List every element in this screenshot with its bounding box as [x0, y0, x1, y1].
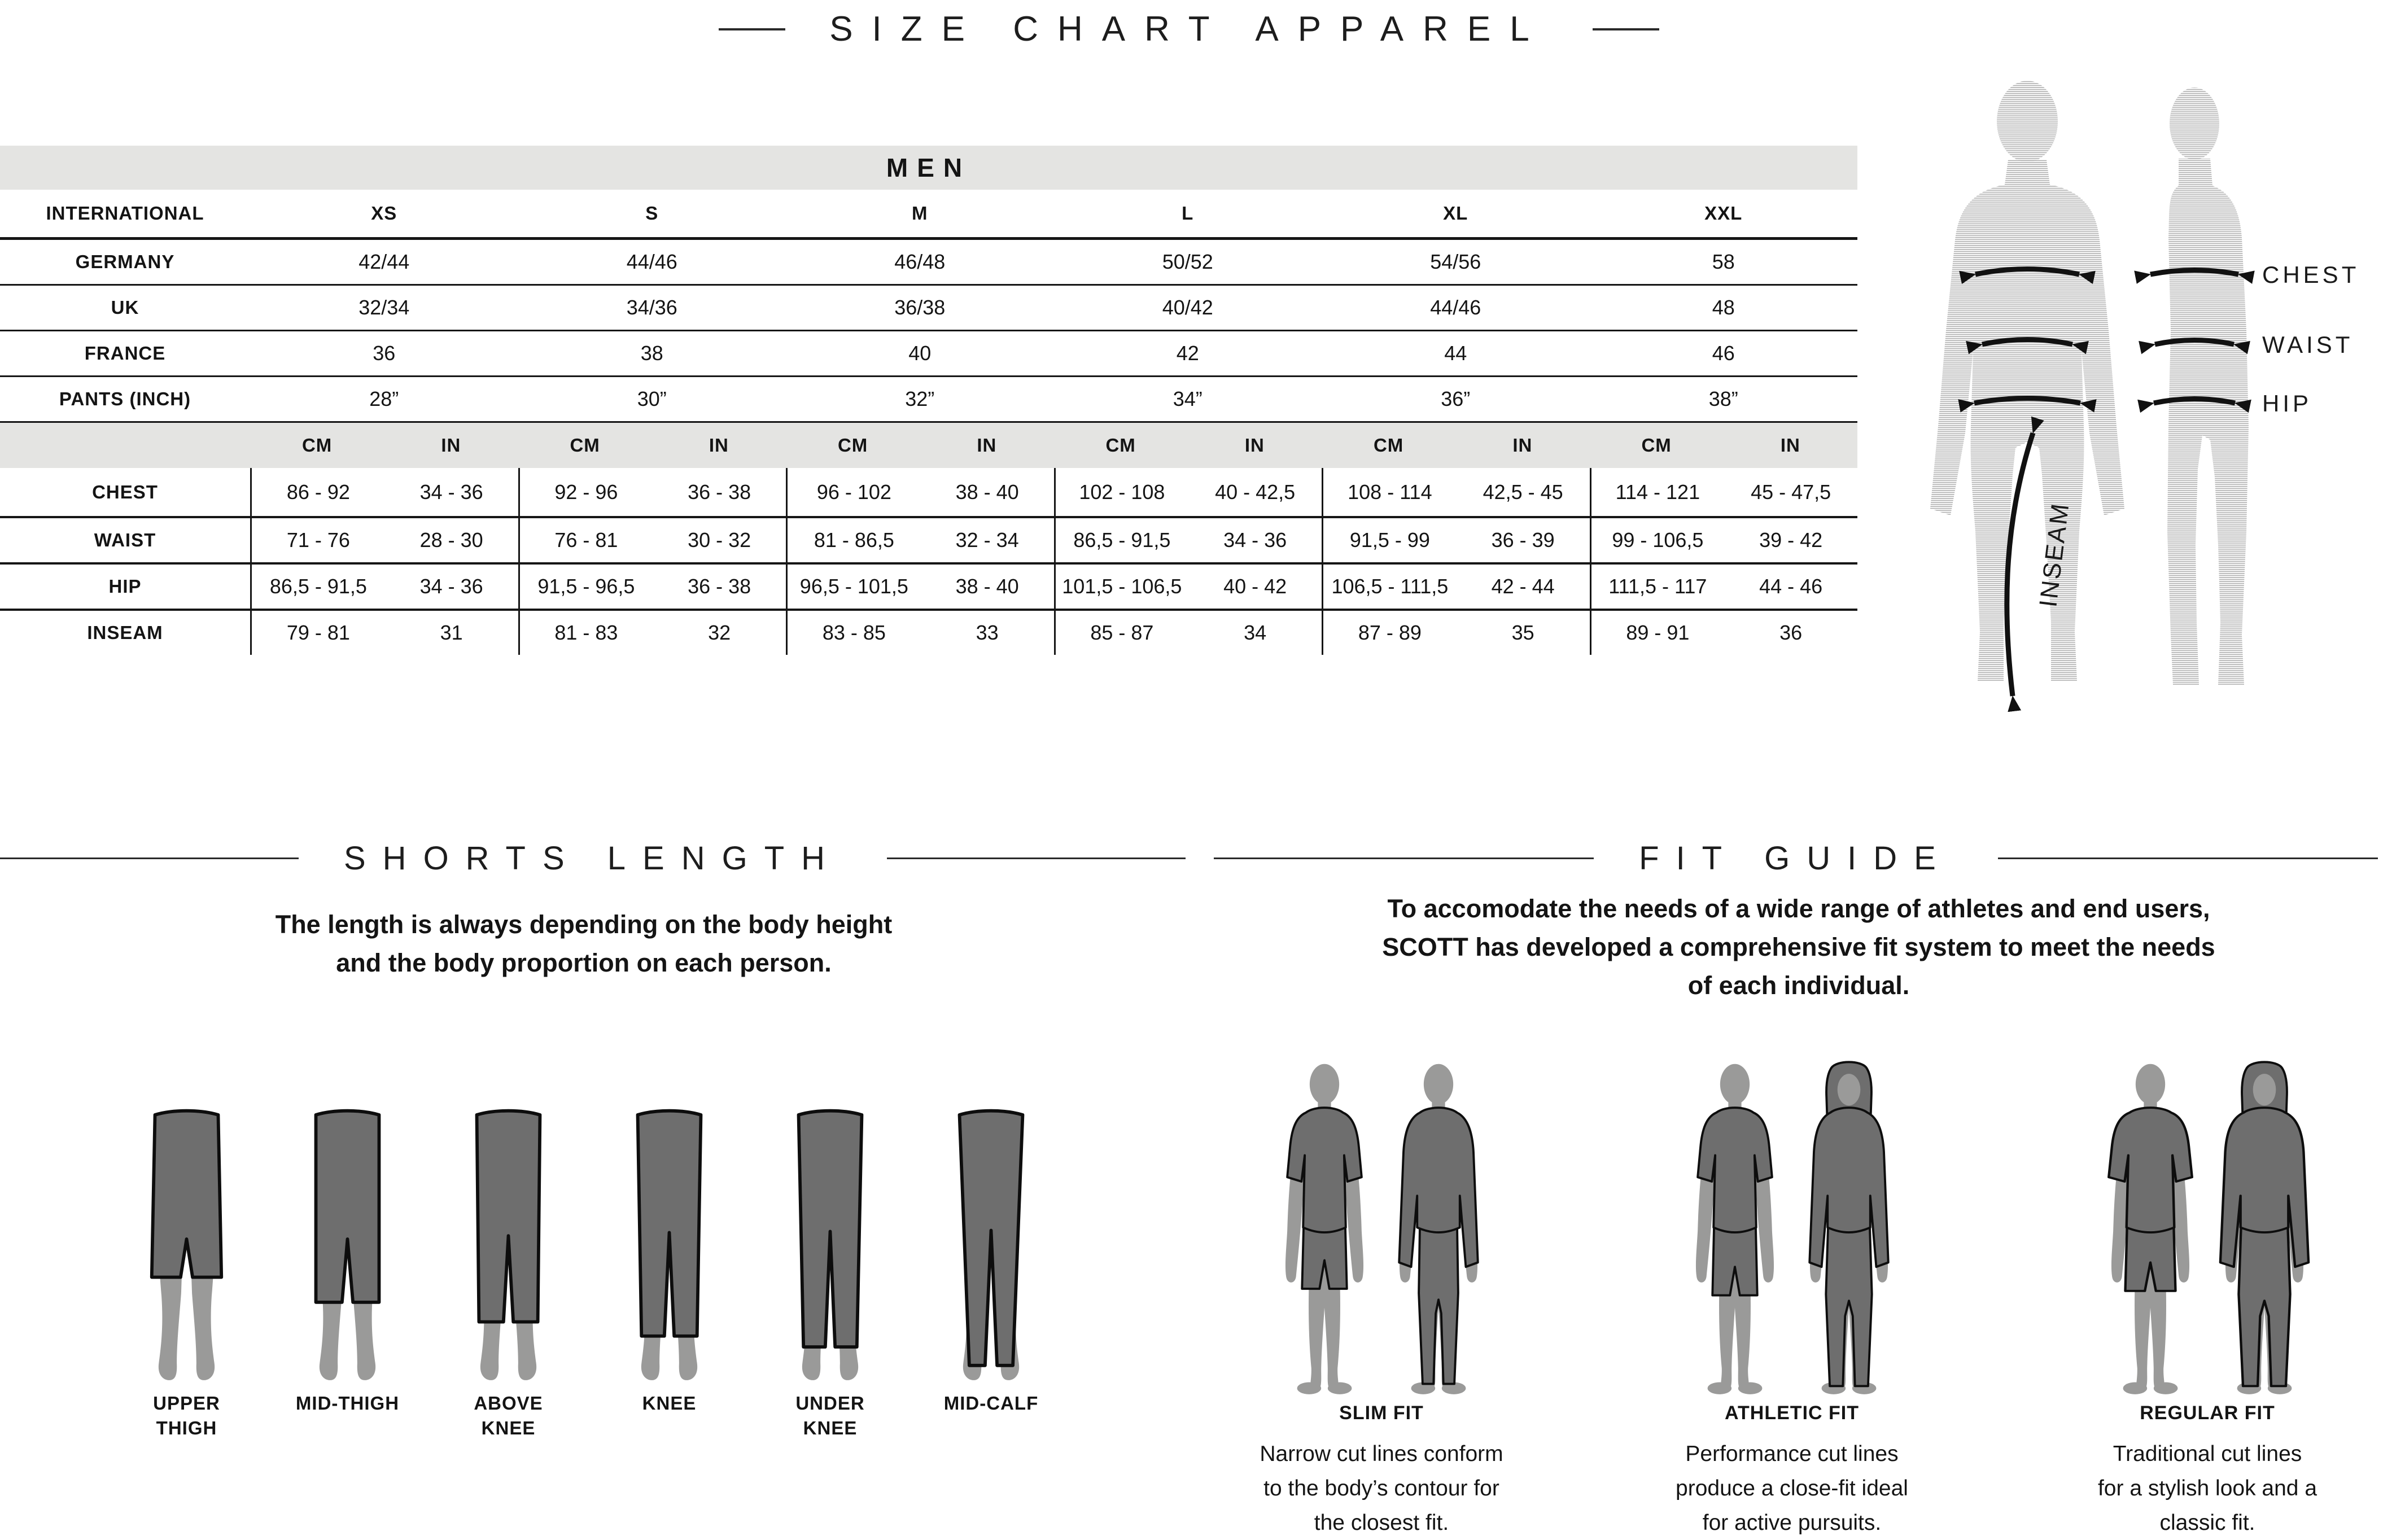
- in-value: 33: [976, 621, 999, 644]
- table-row-waist: [0, 518, 1857, 565]
- unit-row-spacer: [0, 423, 250, 468]
- measure-pair: [786, 468, 1054, 516]
- fit-section-divider: [1214, 839, 2378, 877]
- title-left-rule: [719, 28, 785, 30]
- cm-value: 96,5 - 101,5: [799, 575, 908, 598]
- table-gender-header: MEN: [0, 146, 1857, 190]
- measure-pair: [1322, 518, 1590, 562]
- measure-pair: [1590, 518, 1858, 562]
- front-body-silhouette: [1930, 81, 2124, 681]
- shorts-label-line: ABOVE: [474, 1393, 543, 1414]
- fit-left-rule: [1214, 858, 1594, 859]
- measure-pair: [1590, 565, 1858, 609]
- unit-in-label: IN: [441, 435, 461, 456]
- unit-pair: [518, 423, 786, 468]
- shorts-figure-4: [776, 1059, 885, 1389]
- cm-value: 91,5 - 96,5: [537, 575, 635, 598]
- shorts-label-line: THIGH: [156, 1418, 217, 1438]
- fit-figure-1-1: [1799, 1059, 1899, 1412]
- shorts-label-line: UPPER: [153, 1393, 220, 1414]
- size-value: XS: [371, 203, 397, 224]
- shorts-left-rule: [0, 858, 299, 859]
- inseam-label: INSEAM: [2034, 500, 2075, 609]
- table-row-hip: [0, 565, 1857, 611]
- fit-group-1: [1685, 1059, 1899, 1412]
- table-row-international: [0, 190, 1857, 240]
- in-value: 34: [1244, 621, 1267, 644]
- size-value: 50/52: [1162, 250, 1213, 273]
- table-row-chest: [0, 468, 1857, 518]
- fit-description-line: Performance cut lines: [1685, 1442, 1899, 1466]
- row-label: CHEST: [92, 481, 158, 502]
- size-value: 36/38: [894, 296, 946, 319]
- shorts-label-line: MID-CALF: [943, 1393, 1039, 1414]
- fit-caption-0: [1184, 1402, 1579, 1540]
- in-value: 30 - 32: [688, 528, 751, 552]
- row-label: INTERNATIONAL: [46, 203, 204, 224]
- unit-in-label: IN: [1512, 435, 1533, 456]
- size-value: L: [1182, 203, 1194, 224]
- row-label: INSEAM: [87, 622, 163, 643]
- in-value: 40 - 42,5: [1215, 480, 1296, 504]
- fit-figure-2-1: [2215, 1059, 2314, 1412]
- size-value: 38”: [1708, 387, 1738, 410]
- cm-value: 76 - 81: [554, 528, 618, 552]
- shorts-desc-line: and the body proportion on each person.: [336, 948, 832, 977]
- in-value: 32: [708, 621, 731, 644]
- cm-value: 83 - 85: [822, 621, 886, 644]
- size-value: XL: [1443, 203, 1468, 224]
- unit-cm-label: CM: [1373, 435, 1404, 456]
- size-value: S: [645, 203, 659, 224]
- cm-value: 99 - 106,5: [1612, 528, 1704, 552]
- unit-cm-label: CM: [301, 435, 333, 456]
- fit-description-line: the closest fit.: [1314, 1511, 1449, 1535]
- unit-in-label: IN: [1244, 435, 1265, 456]
- size-value: 54/56: [1430, 250, 1481, 273]
- shorts-illustrations: [132, 1059, 1046, 1389]
- in-value: 34 - 36: [1223, 528, 1287, 552]
- waist-label: WAIST: [2262, 331, 2354, 358]
- shorts-type-label-2: [454, 1391, 563, 1441]
- in-value: 44 - 46: [1759, 575, 1823, 598]
- cm-value: 71 - 76: [286, 528, 350, 552]
- shorts-label-line: KNEE: [481, 1418, 536, 1438]
- measure-pair: [1054, 611, 1322, 655]
- measure-pair: [1054, 565, 1322, 609]
- unit-in-label: IN: [1780, 435, 1800, 456]
- shorts-label-line: KNEE: [803, 1418, 858, 1438]
- size-value: 28”: [369, 387, 399, 410]
- size-value: 32”: [905, 387, 935, 410]
- unit-pair: [786, 423, 1054, 468]
- size-value: 44: [1444, 342, 1467, 365]
- cm-value: 89 - 91: [1626, 621, 1690, 644]
- measure-pair: [250, 611, 518, 655]
- measure-pair: [1322, 565, 1590, 609]
- shorts-desc-line: The length is always depending on the body height: [275, 910, 893, 939]
- unit-header-row: [0, 423, 1857, 468]
- in-value: 31: [440, 621, 463, 644]
- fit-caption-2: [2010, 1402, 2405, 1540]
- fit-description-line: produce a close-fit ideal: [1676, 1476, 1908, 1500]
- body-measure-diagram: [1917, 65, 2368, 723]
- fit-figure-2-0: [2101, 1059, 2200, 1412]
- in-value: 35: [1511, 621, 1534, 644]
- in-value: 42,5 - 45: [1483, 480, 1563, 504]
- shorts-section-divider: [0, 839, 1186, 877]
- shorts-type-label-1: [293, 1391, 402, 1441]
- fit-name: ATHLETIC FIT: [1725, 1402, 1859, 1424]
- cm-value: 108 - 114: [1348, 480, 1432, 504]
- row-label: PANTS (INCH): [59, 388, 191, 409]
- unit-in-label: IN: [709, 435, 729, 456]
- size-value: 46/48: [894, 250, 946, 273]
- shorts-figure-0: [132, 1059, 241, 1389]
- in-value: 36 - 38: [688, 480, 751, 504]
- measure-pair: [786, 611, 1054, 655]
- fit-desc-line: SCOTT has developed a comprehensive fit system to meet the needs: [1382, 933, 2215, 961]
- in-value: 45 - 47,5: [1751, 480, 1831, 504]
- unit-cm-label: CM: [570, 435, 600, 456]
- unit-cm-label: CM: [837, 435, 868, 456]
- size-value: 30”: [637, 387, 667, 410]
- shorts-figure-2: [454, 1059, 563, 1389]
- cm-value: 101,5 - 106,5: [1062, 575, 1182, 598]
- unit-pair: [250, 423, 518, 468]
- shorts-section-title: SHORTS LENGTH: [344, 840, 842, 877]
- fit-section-title: FIT GUIDE: [1639, 840, 1953, 877]
- in-value: 28 - 30: [419, 528, 483, 552]
- measure-pair: [518, 518, 786, 562]
- in-value: 36 - 38: [688, 575, 751, 598]
- shorts-figure-5: [937, 1059, 1046, 1389]
- in-value: 36 - 39: [1491, 528, 1555, 552]
- shorts-type-label-0: [132, 1391, 241, 1441]
- size-value: 48: [1712, 296, 1735, 319]
- shorts-type-label-4: [776, 1391, 885, 1441]
- in-value: 38 - 40: [955, 480, 1019, 504]
- measure-pair: [250, 518, 518, 562]
- in-value: 32 - 34: [955, 528, 1019, 552]
- in-value: 42 - 44: [1491, 575, 1555, 598]
- size-value: 42/44: [358, 250, 410, 273]
- shorts-right-rule: [887, 858, 1186, 859]
- title-right-rule: [1593, 28, 1659, 30]
- fit-name: REGULAR FIT: [2140, 1402, 2275, 1424]
- size-value: 40: [908, 342, 932, 365]
- cm-value: 102 - 108: [1079, 480, 1165, 504]
- measure-pair: [1590, 611, 1858, 655]
- size-value: 46: [1712, 342, 1735, 365]
- size-value: 36: [373, 342, 396, 365]
- measure-pair: [250, 565, 518, 609]
- row-label: FRANCE: [84, 343, 166, 364]
- cm-value: 86,5 - 91,5: [1073, 528, 1171, 552]
- measure-pair: [1054, 518, 1322, 562]
- chest-label: CHEST: [2262, 261, 2360, 288]
- fit-description-line: for a stylish look and a: [2097, 1476, 2317, 1500]
- row-label: GERMANY: [75, 251, 175, 272]
- unit-pair: [1322, 423, 1590, 468]
- cm-value: 79 - 81: [286, 621, 350, 644]
- table-row-germany: [0, 240, 1857, 286]
- size-value: M: [912, 203, 928, 224]
- fit-desc-line: of each individual.: [1687, 971, 1910, 1000]
- fit-description-line: Narrow cut lines conform: [1260, 1442, 1503, 1466]
- unit-pair: [1590, 423, 1858, 468]
- fit-description-line: for active pursuits.: [1702, 1511, 1882, 1535]
- measure-pair: [786, 565, 1054, 609]
- cm-value: 86,5 - 91,5: [269, 575, 367, 598]
- shorts-figure-1: [293, 1059, 402, 1389]
- row-label: UK: [111, 297, 139, 318]
- table-row-pants-inch-: [0, 377, 1857, 423]
- size-value: 58: [1712, 250, 1735, 273]
- shorts-label-line: UNDER: [795, 1393, 865, 1414]
- cm-value: 91,5 - 99: [1349, 528, 1430, 552]
- fit-group-0: [1275, 1059, 1488, 1412]
- cm-value: 92 - 96: [554, 480, 618, 504]
- size-value: 38: [640, 342, 663, 365]
- shorts-type-labels: [132, 1391, 1046, 1441]
- size-value: 36”: [1441, 387, 1471, 410]
- size-value: 42: [1176, 342, 1199, 365]
- in-value: 39 - 42: [1759, 528, 1823, 552]
- size-value: 34”: [1173, 387, 1202, 410]
- fit-name: SLIM FIT: [1339, 1402, 1424, 1424]
- measure-pair: [518, 468, 786, 516]
- shorts-section-description: [76, 905, 1092, 982]
- cm-value: 87 - 89: [1358, 621, 1422, 644]
- unit-in-label: IN: [977, 435, 997, 456]
- fit-desc-line: To accomodate the needs of a wide range of athletes and end users,: [1387, 894, 2210, 923]
- size-value: 32/34: [358, 296, 410, 319]
- cm-value: 81 - 86,5: [814, 528, 894, 552]
- table-row-france: [0, 331, 1857, 377]
- fit-figure-0-0: [1275, 1059, 1374, 1412]
- unit-pair: [1054, 423, 1322, 468]
- measure-pair: [518, 565, 786, 609]
- measure-pair: [518, 611, 786, 655]
- side-body-silhouette: [2167, 88, 2249, 685]
- fit-section-description: [1291, 890, 2307, 1005]
- fit-figure-1-0: [1685, 1059, 1785, 1412]
- in-value: 34 - 36: [419, 480, 483, 504]
- size-value: 34/36: [626, 296, 677, 319]
- fit-description-line: Traditional cut lines: [2113, 1442, 2302, 1466]
- table-row-uk: [0, 286, 1857, 331]
- fit-caption-1: [1594, 1402, 1989, 1540]
- cm-value: 96 - 102: [816, 480, 891, 504]
- in-value: 40 - 42: [1223, 575, 1287, 598]
- shorts-label-line: KNEE: [642, 1393, 697, 1414]
- fit-figure-0-1: [1389, 1059, 1488, 1412]
- cm-value: 114 - 121: [1615, 480, 1700, 504]
- shorts-label-line: MID-THIGH: [295, 1393, 400, 1414]
- unit-cm-label: CM: [1105, 435, 1136, 456]
- shorts-type-label-3: [615, 1391, 724, 1441]
- fit-description-line: classic fit.: [2159, 1511, 2255, 1535]
- measure-pair: [1590, 468, 1858, 516]
- measure-pair: [1322, 611, 1590, 655]
- measure-pair: [250, 468, 518, 516]
- measure-pair: [1054, 468, 1322, 516]
- men-size-table: [0, 146, 1857, 655]
- shorts-figure-3: [615, 1059, 724, 1389]
- table-row-inseam: [0, 611, 1857, 655]
- fit-description-line: to the body’s contour for: [1263, 1476, 1499, 1500]
- fit-group-2: [2101, 1059, 2314, 1412]
- row-label: HIP: [108, 576, 142, 597]
- cm-value: 111,5 - 117: [1608, 575, 1707, 598]
- cm-value: 85 - 87: [1090, 621, 1154, 644]
- in-value: 36: [1779, 621, 1803, 644]
- page-header: [0, 9, 2378, 49]
- size-value: 44/46: [1430, 296, 1481, 319]
- fit-right-rule: [1998, 858, 2378, 859]
- size-value: 44/46: [626, 250, 677, 273]
- cm-value: 86 - 92: [286, 480, 350, 504]
- cm-value: 106,5 - 111,5: [1331, 575, 1449, 598]
- in-value: 38 - 40: [955, 575, 1019, 598]
- size-value: 40/42: [1162, 296, 1213, 319]
- measure-pair: [1322, 468, 1590, 516]
- measure-pair: [786, 518, 1054, 562]
- in-value: 34 - 36: [419, 575, 483, 598]
- size-value: XXL: [1704, 203, 1743, 224]
- cm-value: 81 - 83: [554, 621, 618, 644]
- shorts-type-label-5: [937, 1391, 1046, 1441]
- page-title: SIZE CHART APPAREL: [829, 10, 1549, 49]
- row-label: WAIST: [94, 530, 156, 550]
- unit-cm-label: CM: [1641, 435, 1672, 456]
- hip-label: HIP: [2262, 390, 2312, 417]
